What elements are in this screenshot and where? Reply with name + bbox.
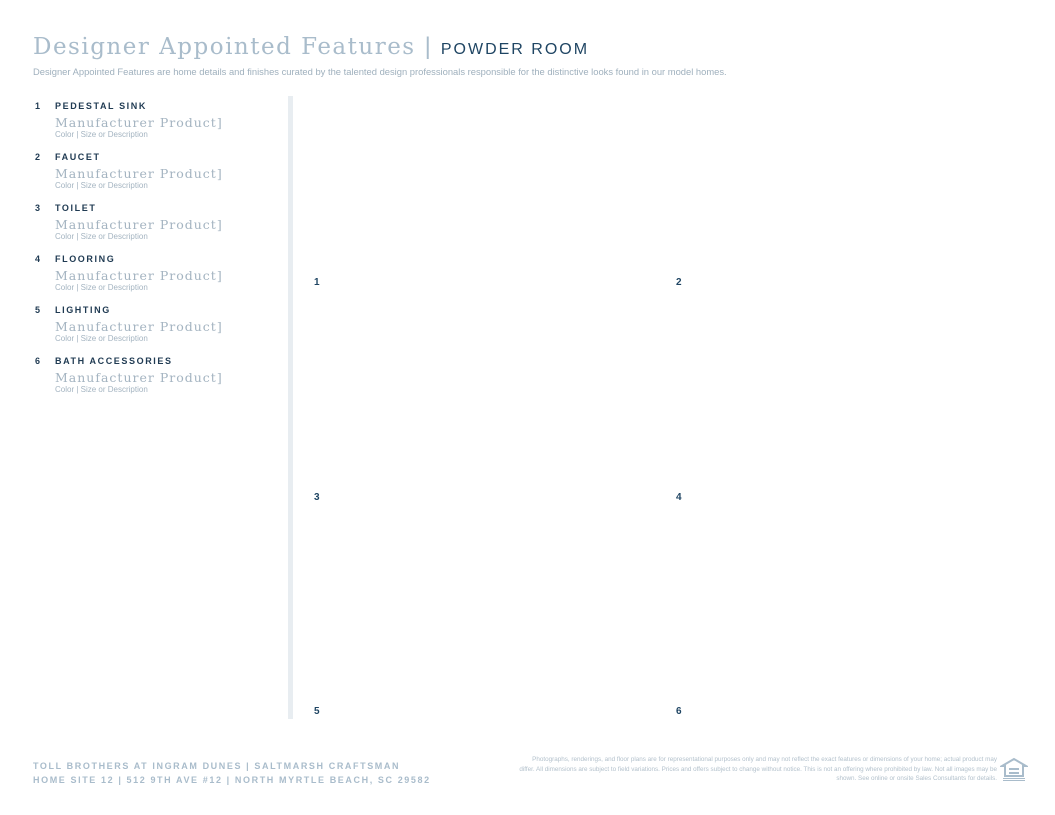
page-title [33,33,589,61]
feature-list [35,100,275,406]
feature-item [35,355,275,406]
feature-description: Color | Size or Description [55,181,148,190]
room-name: POWDER ROOM [440,41,590,58]
feature-description: Color | Size or Description [55,385,148,394]
feature-product: Manufacturer Product] [55,319,223,334]
feature-item [35,151,275,202]
feature-name: PEDESTAL SINK [55,101,147,111]
feature-number: 2 [35,152,41,162]
feature-item [35,253,275,304]
feature-name: FAUCET [55,152,101,162]
column-divider [288,96,293,719]
title-separator: | [424,33,431,60]
footer-community: TOLL BROTHERS AT INGRAM DUNES | SALTMARSH CRAFTSMAN [33,761,401,771]
feature-product: Manufacturer Product] [55,217,223,232]
feature-number: 1 [35,101,41,111]
image-label: 3 [314,492,320,503]
feature-item [35,304,275,355]
feature-product: Manufacturer Product] [55,268,223,283]
feature-product: Manufacturer Product] [55,115,223,130]
feature-name: FLOORING [55,254,116,264]
image-label: 1 [314,277,320,288]
footer-disclaimer: Photographs, renderings, and floor plans are for representational purposes only and may not reflect the exact features or dimensions of your home; actual product may differ. All dimensions are subject to field variations. Prices and offers subject to change without notice. This is not an offering where prohibited by law. Not all images may be shown. See online or onsite Sales Consultants for details. [519,756,997,783]
page-subtitle: Designer Appointed Features are home details and finishes curated by the talented design professionals responsible for the distinctive looks found in our model homes. [33,66,727,77]
feature-description: Color | Size or Description [55,232,148,241]
feature-number: 4 [35,254,41,264]
feature-number: 5 [35,305,41,315]
feature-name: LIGHTING [55,305,111,315]
feature-description: Color | Size or Description [55,283,148,292]
image-label: 2 [676,277,682,288]
feature-number: 3 [35,203,41,213]
title-main: Designer Appointed Features [33,34,416,60]
equal-housing-icon [1000,757,1028,783]
feature-product: Manufacturer Product] [55,370,223,385]
image-label: 4 [676,492,682,503]
feature-name: BATH ACCESSORIES [55,356,173,366]
footer-homesite: HOME SITE 12 | 512 9TH AVE #12 | NORTH MYRTLE BEACH, SC 29582 [33,775,431,785]
image-label: 5 [314,706,320,717]
image-label: 6 [676,706,682,717]
feature-item [35,202,275,253]
feature-item [35,100,275,151]
feature-number: 6 [35,356,41,366]
feature-description: Color | Size or Description [55,334,148,343]
feature-product: Manufacturer Product] [55,166,223,181]
feature-name: TOILET [55,203,97,213]
footer-address [33,759,431,787]
feature-description: Color | Size or Description [55,130,148,139]
